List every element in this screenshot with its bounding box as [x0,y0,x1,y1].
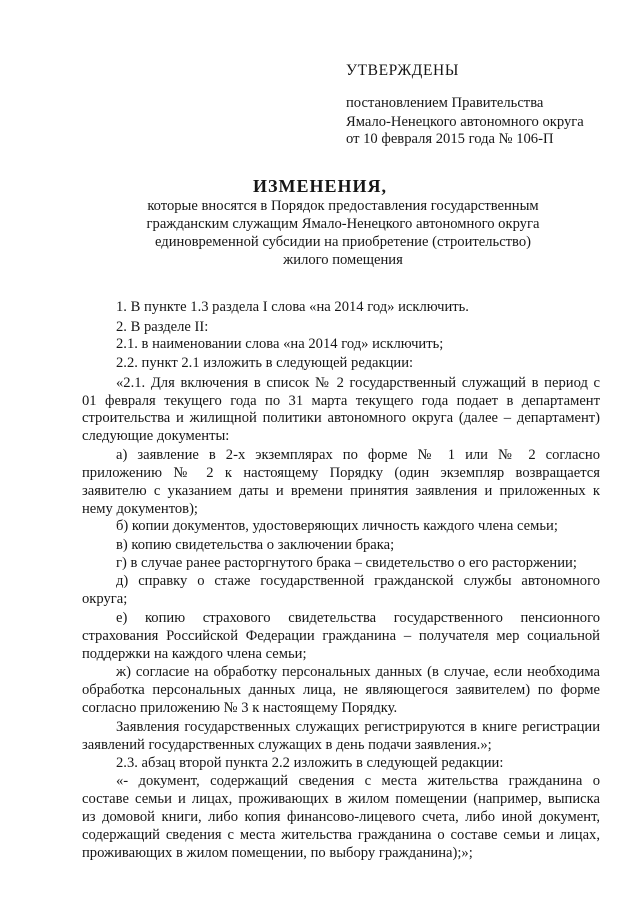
body-line: составе семьи и лицах, проживающих в жилом помещении (например, выписка [82,791,600,807]
body-line: следующие документы: [82,428,230,444]
resolution-line: постановлением Правительства [346,95,544,111]
body-paragraph: 1. В пункте 1.3 раздела I слова «на 2014 год» исключить. [116,299,469,315]
body-line: обработка персональных данных лица, не являющегося заявителем) по форме [82,682,600,698]
body-line: «2.1. Для включения в список № 2 государственный служащий в период с [116,375,600,391]
list-item-b: б) копии документов, удостоверяющих личность каждого члена семьи; [116,518,558,534]
body-paragraph: 2.2. пункт 2.1 изложить в следующей редакции: [116,355,414,371]
body-line: заявителю с указанием даты и времени принятия заявления и приложенных к [82,483,600,499]
list-item-v: в) копию свидетельства о заключении брака; [116,537,395,553]
body-paragraph: 2. В разделе II: [116,319,209,335]
body-line: приложению № 2 к настоящему Порядку (один экземпляр возвращается [82,465,600,481]
approved-heading: УТВЕРЖДЕНЫ [346,62,459,79]
subtitle-line: единовременной субсидии на приобретение (строительство) [154,234,532,250]
body-paragraph: Заявления государственных служащих регистрируются в книге регистрации [116,719,600,735]
body-line: согласно приложению № 3 к настоящему Порядку. [82,700,398,716]
resolution-date-line: от 10 февраля 2015 года № 106-П [346,131,554,147]
body-line: нему документов); [82,501,198,517]
document-title: ИЗМЕНЕНИЯ, [252,176,387,196]
list-item-g: г) в случае ранее расторгнутого брака – свидетельство о его расторжении; [116,555,577,571]
resolution-line: Ямало-Ненецкого автономного округа [346,114,584,130]
list-item-zh: ж) согласие на обработку персональных данных (в случае, если необходима [116,664,600,680]
subtitle-line: жилого помещения [283,252,403,268]
subtitle-line: которые вносятся в Порядок предоставления государственным [147,198,539,214]
list-item-d: д) справку о стаже государственной гражданской службы автономного [116,573,600,589]
body-line: заявлений государственных служащих в день подачи заявления.»; [82,737,492,753]
body-paragraph: 2.3. абзац второй пункта 2.2 изложить в следующей редакции: [116,755,504,771]
body-line: проживающих в жилом помещении, по выбору гражданина);»; [82,845,473,861]
list-item-e: е) копию страхового свидетельства государственного пенсионного [116,610,600,626]
body-line: содержащий сведения с места жительства гражданина о составе семьи и лицах, [82,827,600,843]
body-line: из домовой книги, либо копия финансово-лицевого счета, либо иной документ, [82,809,600,825]
body-line: округа; [82,591,128,607]
body-line: страхования Российской Федерации гражданина – получателя мер социальной [82,628,600,644]
subtitle-line: гражданским служащим Ямало-Ненецкого автономного округа [146,216,540,232]
body-paragraph: «- документ, содержащий сведения с места жительства гражданина о [116,773,600,789]
body-line: 01 февраля текущего года по 31 марта текущего года подает в департамент [82,393,600,409]
list-item-a: а) заявление в 2-х экземплярах по форме № 1 или № 2 согласно [116,447,600,463]
body-line: строительства и жилищной политики автономного округа (далее – департамент) [82,410,600,426]
body-paragraph: 2.1. в наименовании слова «на 2014 год» исключить; [116,336,444,352]
body-line: поддержки на каждого члена семьи; [82,646,307,662]
